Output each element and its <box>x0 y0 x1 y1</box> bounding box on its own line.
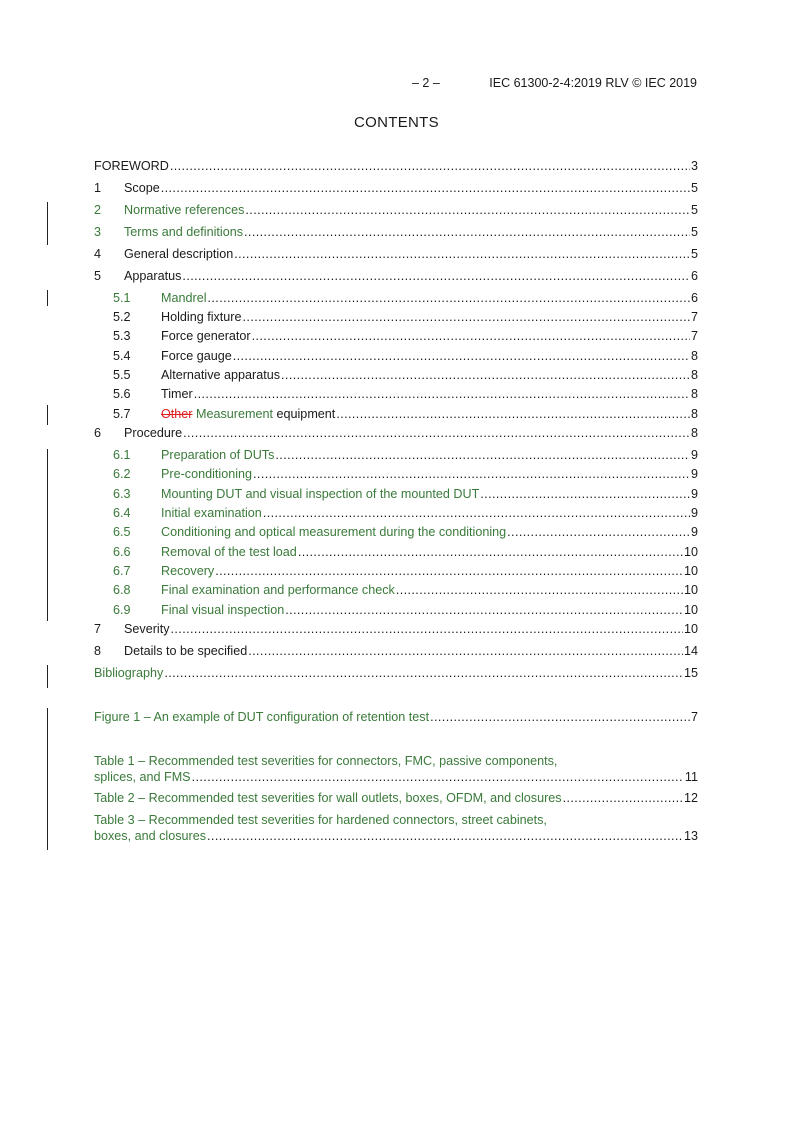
toc-entry-conditioning[interactable]: 6.5 Conditioning and optical measurement during the conditioning ..... 9 <box>94 525 698 539</box>
toc-entry-pre-conditioning[interactable]: 6.2 Pre-conditioning ..... 9 <box>94 467 698 481</box>
toc-entry-mandrel[interactable]: 5.1 Mandrel ..... 6 <box>94 291 698 305</box>
toc-entry-recovery[interactable]: 6.7 Recovery ..... 10 <box>94 564 698 578</box>
toc-entry-terms-definitions[interactable]: 3 Terms and definitions ..... 5 <box>94 225 698 239</box>
change-bar <box>47 665 48 688</box>
toc-entry-procedure[interactable]: 6 Procedure ..... 8 <box>94 426 698 440</box>
change-bar <box>47 290 48 306</box>
toc-entry-apparatus[interactable]: 5 Apparatus ..... 6 <box>94 269 698 283</box>
page-number: – 2 – <box>411 76 440 90</box>
toc-entry-measurement-equipment[interactable]: 5.7 Other Measurement equipment ..... 8 <box>94 407 698 421</box>
page-header <box>412 76 697 90</box>
toc-entry-preparation-of-duts[interactable]: 6.1 Preparation of DUTs ..... 9 <box>94 448 698 462</box>
toc-entry-force-generator[interactable]: 5.3 Force generator ..... 7 <box>94 329 698 343</box>
change-bar <box>47 202 48 245</box>
toc-entry-general-description[interactable]: 4 General description ..... 5 <box>94 247 698 261</box>
toc-entry-figure-1[interactable]: Figure 1 – An example of DUT configuration of retention test ..... 7 <box>94 710 698 724</box>
page-title: CONTENTS <box>354 114 439 131</box>
toc-entry-final-visual-inspection[interactable]: 6.9 Final visual inspection ..... 10 <box>94 603 698 617</box>
change-bar <box>47 405 48 425</box>
toc-entry-normative-references[interactable]: 2 Normative references ..... 5 <box>94 203 698 217</box>
toc-entry-bibliography[interactable]: Bibliography ..... 15 <box>94 666 698 680</box>
toc-entry-final-examination[interactable]: 6.8 Final examination and performance check ..... 10 <box>94 583 698 597</box>
toc-entry-mounting-dut[interactable]: 6.3 Mounting DUT and visual inspection of the mounted DUT ..... 9 <box>94 487 698 501</box>
toc-entry-details-to-be-specified[interactable]: 8 Details to be specified ..... 14 <box>94 644 698 658</box>
toc-entry-scope[interactable]: 1 Scope ..... 5 <box>94 181 698 195</box>
toc-entry-force-gauge[interactable]: 5.4 Force gauge ..... 8 <box>94 349 698 363</box>
toc-entry-table-1[interactable]: Table 1 – Recommended test severities for connectors, FMC, passive components, splices, and FMS ..... 11 <box>94 754 698 784</box>
toc-entry-foreword[interactable]: FOREWORD ..... 3 <box>94 159 698 173</box>
toc-entry-initial-examination[interactable]: 6.4 Initial examination ..... 9 <box>94 506 698 520</box>
change-bar <box>47 708 48 850</box>
toc-entry-alternative-apparatus[interactable]: 5.5 Alternative apparatus ..... 8 <box>94 368 698 382</box>
document-id: IEC 61300-2-4:2019 RLV © IEC 2019 <box>489 76 697 90</box>
toc-entry-table-3[interactable]: Table 3 – Recommended test severities for hardened connectors, street cabinets, boxes, and closures ..... 13 <box>94 813 698 843</box>
toc-entry-removal-of-test-load[interactable]: 6.6 Removal of the test load ..... 10 <box>94 545 698 559</box>
toc-entry-holding-fixture[interactable]: 5.2 Holding fixture ..... 7 <box>94 310 698 324</box>
toc-entry-severity[interactable]: 7 Severity ..... 10 <box>94 622 698 636</box>
deleted-text: Other <box>161 407 193 421</box>
inserted-text: Measurement <box>192 407 273 421</box>
change-bar <box>47 449 48 621</box>
toc-entry-table-2[interactable]: Table 2 – Recommended test severities for wall outlets, boxes, OFDM, and closures ..... 12 <box>94 791 698 805</box>
toc-entry-timer[interactable]: 5.6 Timer ..... 8 <box>94 387 698 401</box>
